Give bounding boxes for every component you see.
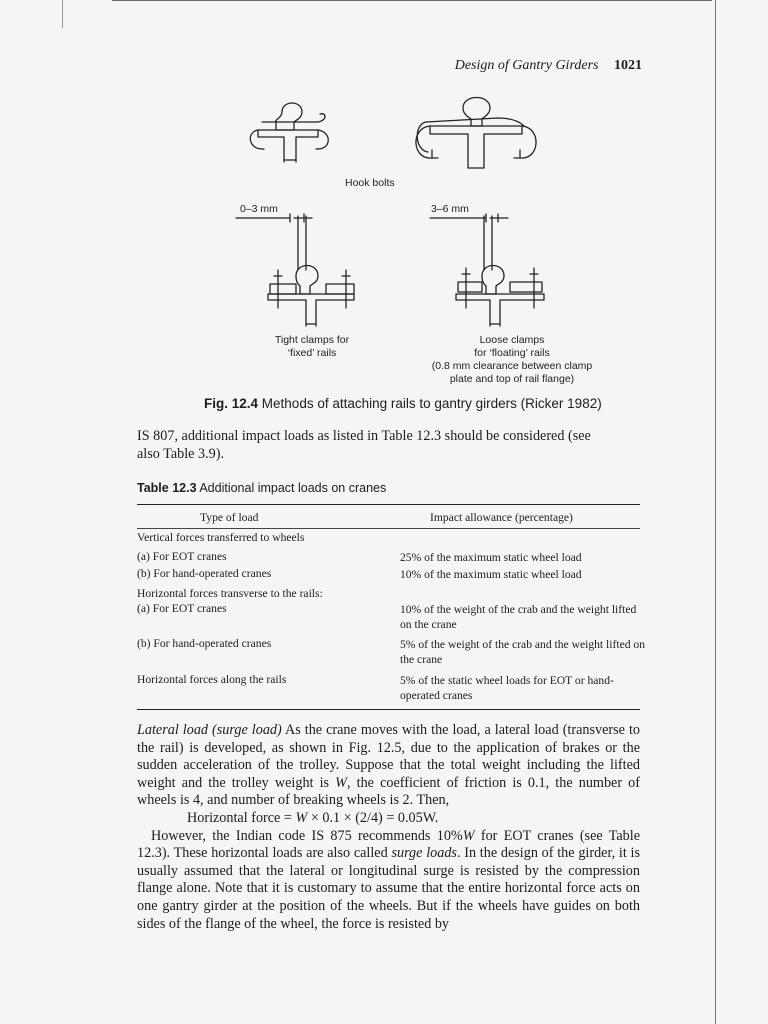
body-text xyxy=(137,722,640,933)
hook-bolt-left-drawing xyxy=(250,103,328,162)
figure-12-4 xyxy=(0,0,768,420)
page-number: 1021 xyxy=(614,58,642,73)
table-row-type: Horizontal forces transverse to the rails: xyxy=(137,587,323,600)
tight-clamp-line-2: ‘fixed’ rails xyxy=(287,347,337,359)
surge-load-paragraph: Lateral load (surge load) As the crane moves with the load, a lateral load (transverse to the rail) is developed, as shown in Fig. 12.5, due to the application of brakes or the sudden acceleration of the trolley. Suppose that the total weight including the lifted weight and the trolley weight is W, the coefficient of friction is 0.1, the number of wheels is 4, and number of breaking wheels is 2. Then, xyxy=(137,722,640,809)
tight-clamp-caption xyxy=(262,334,362,360)
table-row-allowance: 10% of the weight of the crab and the weight lifted on the crane xyxy=(400,603,637,631)
table-row-type: Horizontal forces along the rails xyxy=(137,673,287,686)
table-top-rule xyxy=(137,504,640,505)
figure-caption-text: Methods of attaching rails to gantry girders (Ricker 1982) xyxy=(261,396,602,411)
gap-3-6mm-label: 3–6 mm xyxy=(431,203,469,215)
table-row-type: Vertical forces transferred to wheels xyxy=(137,531,305,544)
table-row-type: (a) For EOT cranes xyxy=(137,550,227,563)
table-caption xyxy=(137,481,386,495)
table-row-type: (a) For EOT cranes xyxy=(137,602,227,615)
hook-bolts-label: Hook bolts xyxy=(345,177,395,189)
impact-loads-table xyxy=(137,504,646,710)
table-number: Table 12.3 xyxy=(137,481,197,495)
surge-load-lead: Lateral load (surge load) xyxy=(137,722,282,738)
loose-clamp-line-2: for ‘floating’ rails xyxy=(474,347,550,359)
tight-clamp-line-1: Tight clamps for xyxy=(274,334,350,346)
loose-clamp-drawing xyxy=(430,214,544,326)
loose-clamp-caption xyxy=(412,334,612,386)
loose-clamp-line-1: Loose clamps xyxy=(479,334,545,346)
header-type-of-load: Type of load xyxy=(200,511,259,524)
figure-caption xyxy=(204,396,602,411)
table-row-allowance: 5% of the static wheel loads for EOT or hand-operated cranes xyxy=(400,674,614,702)
header-impact-allowance: Impact allowance (percentage) xyxy=(430,511,573,524)
table-row-type: (b) For hand-operated cranes xyxy=(137,637,272,650)
figure-number: Fig. 12.4 xyxy=(204,396,259,411)
table-row-allowance: 10% of the maximum static wheel load xyxy=(400,568,582,581)
loose-clamp-line-4: plate and top of rail flange) xyxy=(449,373,575,385)
gap-0-3mm-label: 0–3 mm xyxy=(240,203,278,215)
table-row-allowance: 25% of the maximum static wheel load xyxy=(400,551,582,564)
running-head-title: Design of Gantry Girders xyxy=(454,58,599,73)
intro-paragraph xyxy=(137,428,640,463)
table-caption-text: Additional impact loads on cranes xyxy=(199,481,387,495)
tight-clamp-drawing xyxy=(236,214,354,326)
loose-clamp-line-3: (0.8 mm clearance between clamp xyxy=(431,360,593,372)
table-row-allowance: 5% of the weight of the crab and the weight lifted on the crane xyxy=(400,638,646,666)
hook-bolt-right-drawing xyxy=(416,98,536,169)
table-bottom-rule xyxy=(137,709,640,710)
rail-clamp-drawing xyxy=(0,0,768,420)
table-row-type: (b) For hand-operated cranes xyxy=(137,567,272,580)
intro-line-2: also Table 3.9). xyxy=(137,445,225,462)
surge-loads-term: surge loads xyxy=(391,845,457,862)
intro-line-1: IS 807, additional impact loads as listed in Table 12.3 should be considered (see xyxy=(137,428,591,444)
table-header-rule xyxy=(137,528,640,529)
indian-code-paragraph: However, the Indian code IS 875 recommends 10%W for EOT cranes (see Table 12.3). These horizontal loads are also called surge loads. In the design of the girder, it is usually assumed that the lateral or longitudinal surge is resisted by the compression flange alone. Note that it is customary to assume that the entire horizontal force acts on one gantry girder at the position of the wheels. But if the wheels have guides on both sides of the flange of the wheel, the force is resisted by xyxy=(137,827,641,932)
horizontal-force-formula: Horizontal force = W × 0.1 × (2/4) = 0.05W. xyxy=(187,809,439,826)
